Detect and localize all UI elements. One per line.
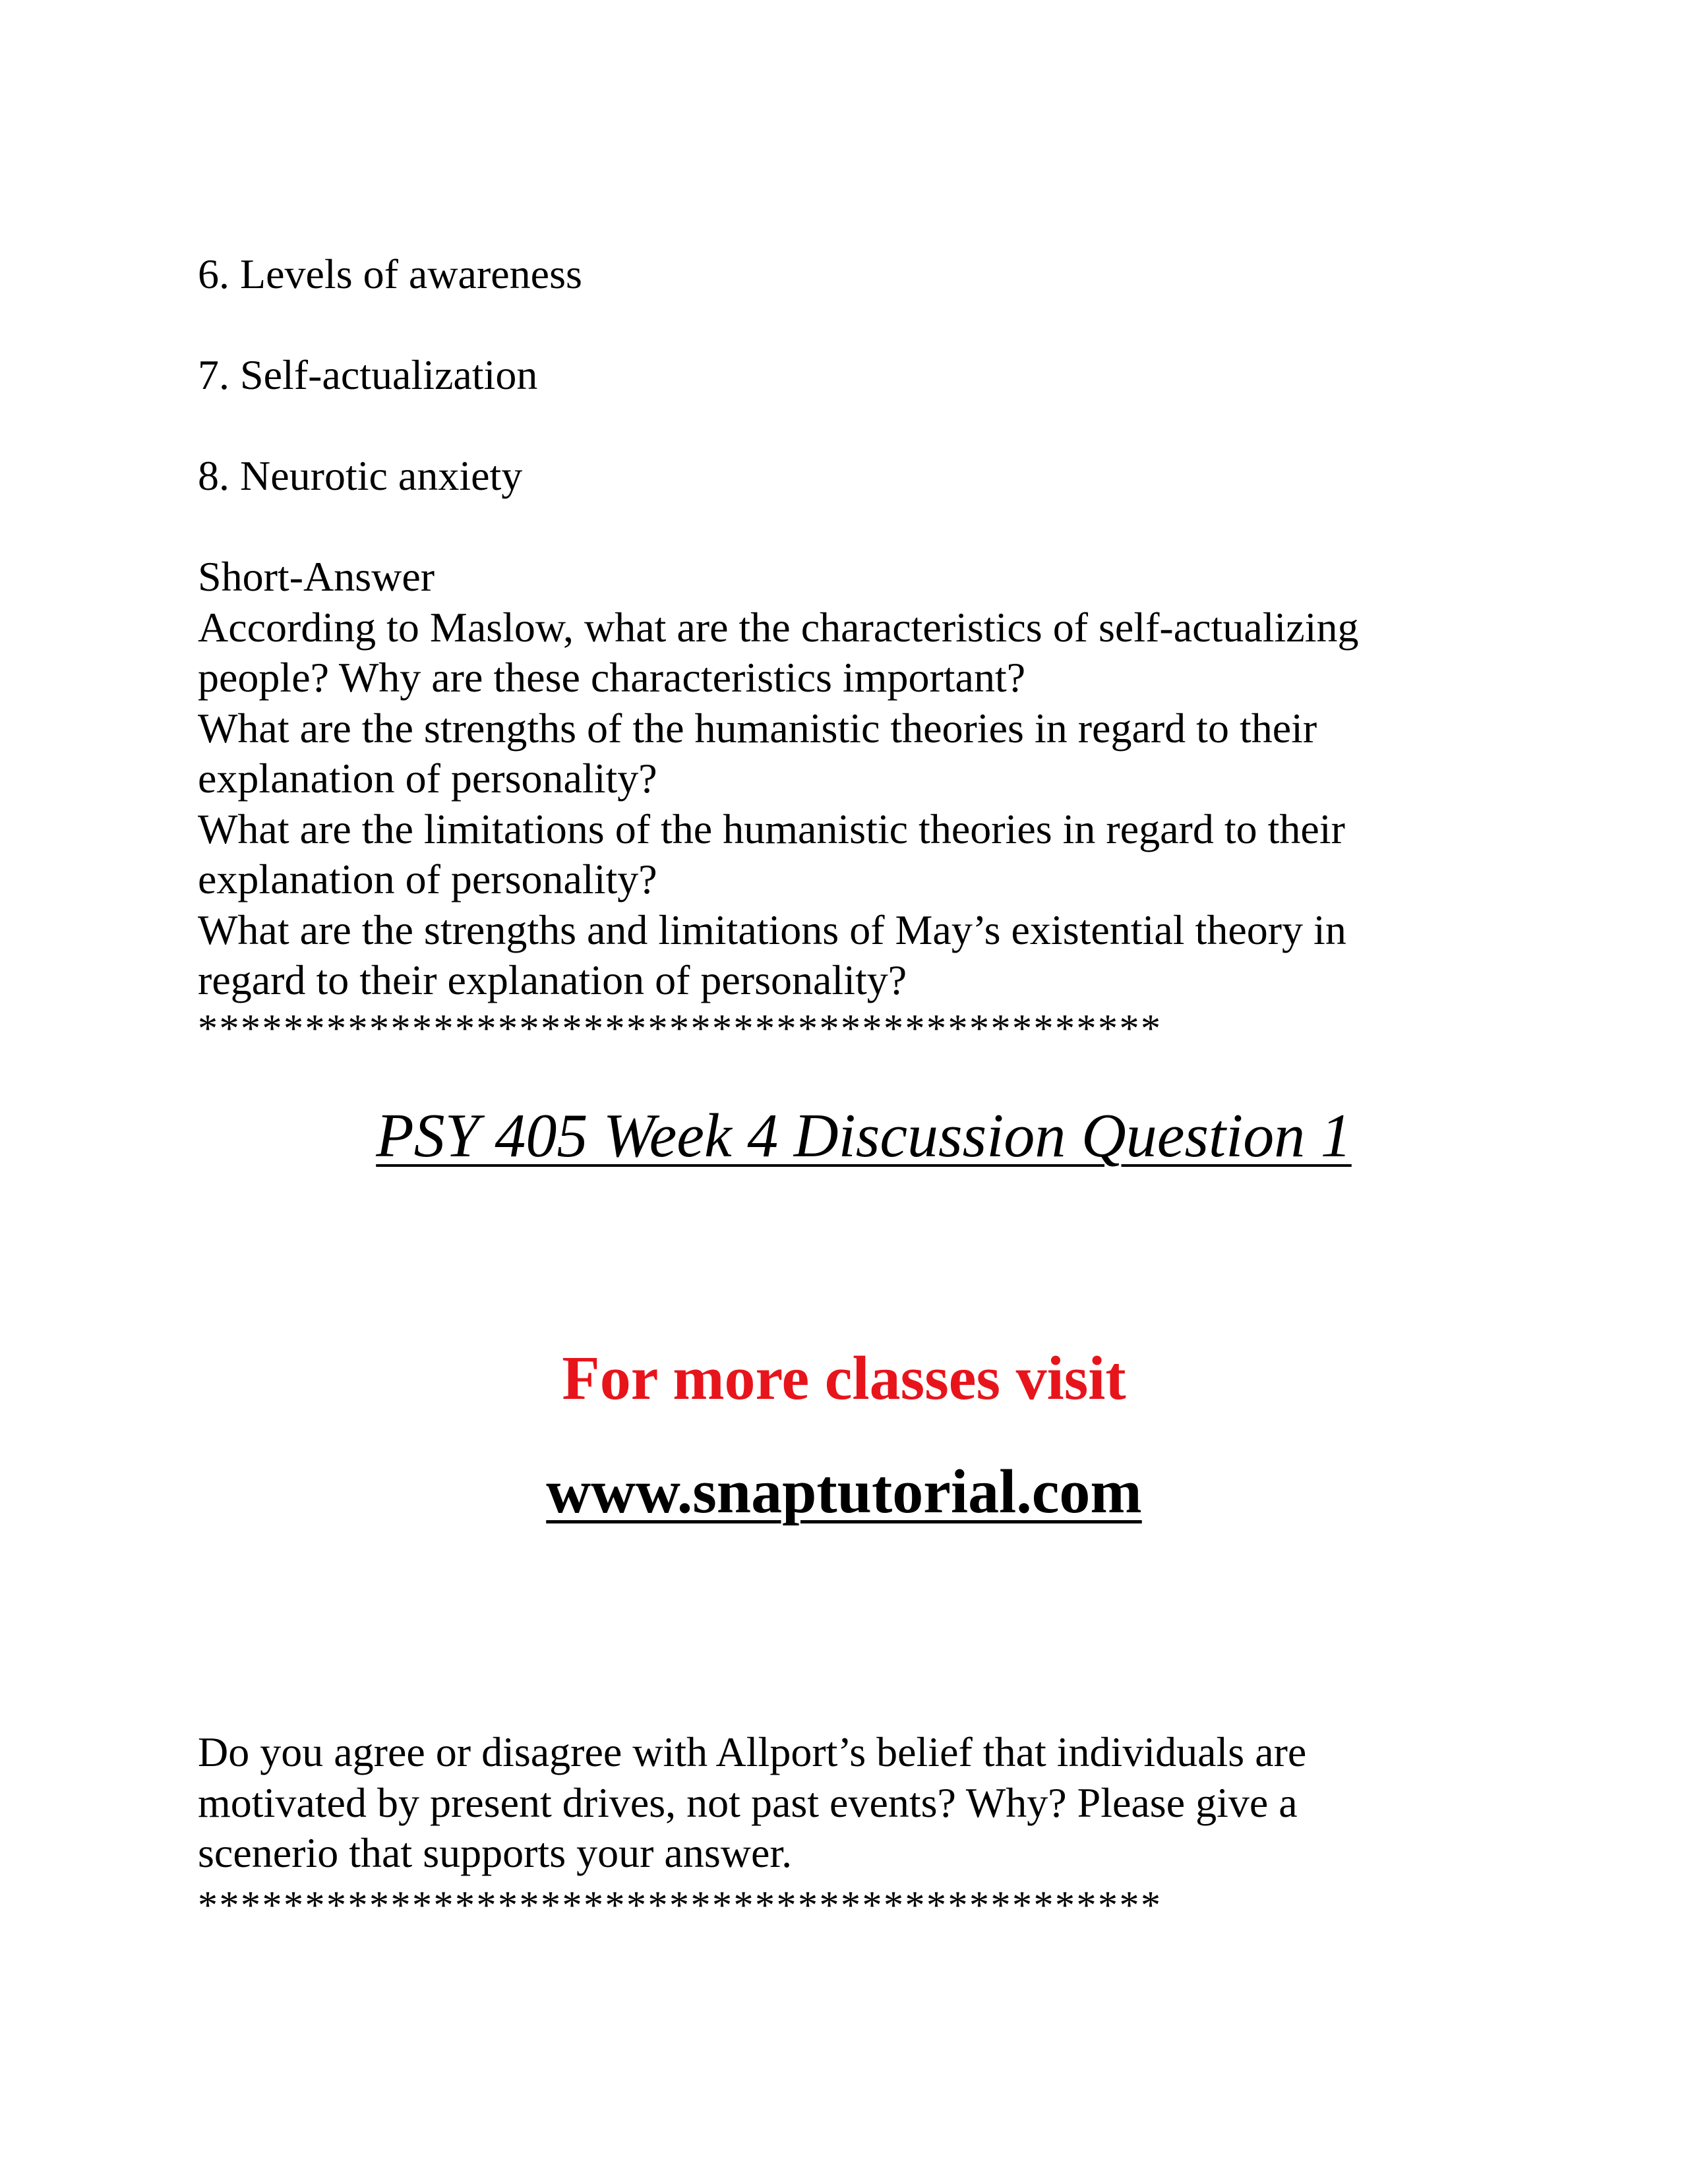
list-item-self-actualization: 7. Self-actualization — [198, 351, 538, 398]
promo-text: For more classes visit — [562, 1344, 1126, 1413]
short-answer-line: explanation of personality? — [198, 856, 657, 902]
short-answer-line: explanation of personality? — [198, 755, 657, 802]
short-answer-line: people? Why are these characteristics important? — [198, 654, 1026, 701]
short-answer-label: Short-Answer — [198, 553, 435, 600]
question-line: scenerio that supports your answer. — [198, 1829, 793, 1876]
short-answer-line: regard to their explanation of personality? — [198, 957, 907, 1003]
list-item-levels-of-awareness: 6. Levels of awareness — [198, 251, 582, 297]
short-answer-line: What are the strengths of the humanistic theories in regard to their — [198, 704, 1317, 752]
short-answer-line: What are the strengths and limitations of May’s existential theory in — [198, 906, 1346, 953]
discussion-question — [198, 1727, 1490, 1879]
short-answer-line: What are the limitations of the humanistic theories in regard to their — [198, 805, 1345, 852]
short-answer-line: According to Maslow, what are the characteristics of self-actualizing — [198, 603, 1359, 651]
question-line: motivated by present drives, not past events? Why? Please give a — [198, 1779, 1298, 1826]
separator-stars: ********************************************* — [198, 1007, 1162, 1050]
short-answer-section — [198, 552, 1490, 1006]
question-line: Do you agree or disagree with Allport’s belief that individuals are — [198, 1728, 1307, 1775]
promo-link[interactable]: www.snaptutorial.com — [546, 1458, 1142, 1526]
discussion-title: PSY 405 Week 4 Discussion Question 1 — [376, 1102, 1352, 1170]
list-item-neurotic-anxiety: 8. Neurotic anxiety — [198, 452, 523, 499]
separator-stars: ********************************************* — [198, 1883, 1162, 1927]
